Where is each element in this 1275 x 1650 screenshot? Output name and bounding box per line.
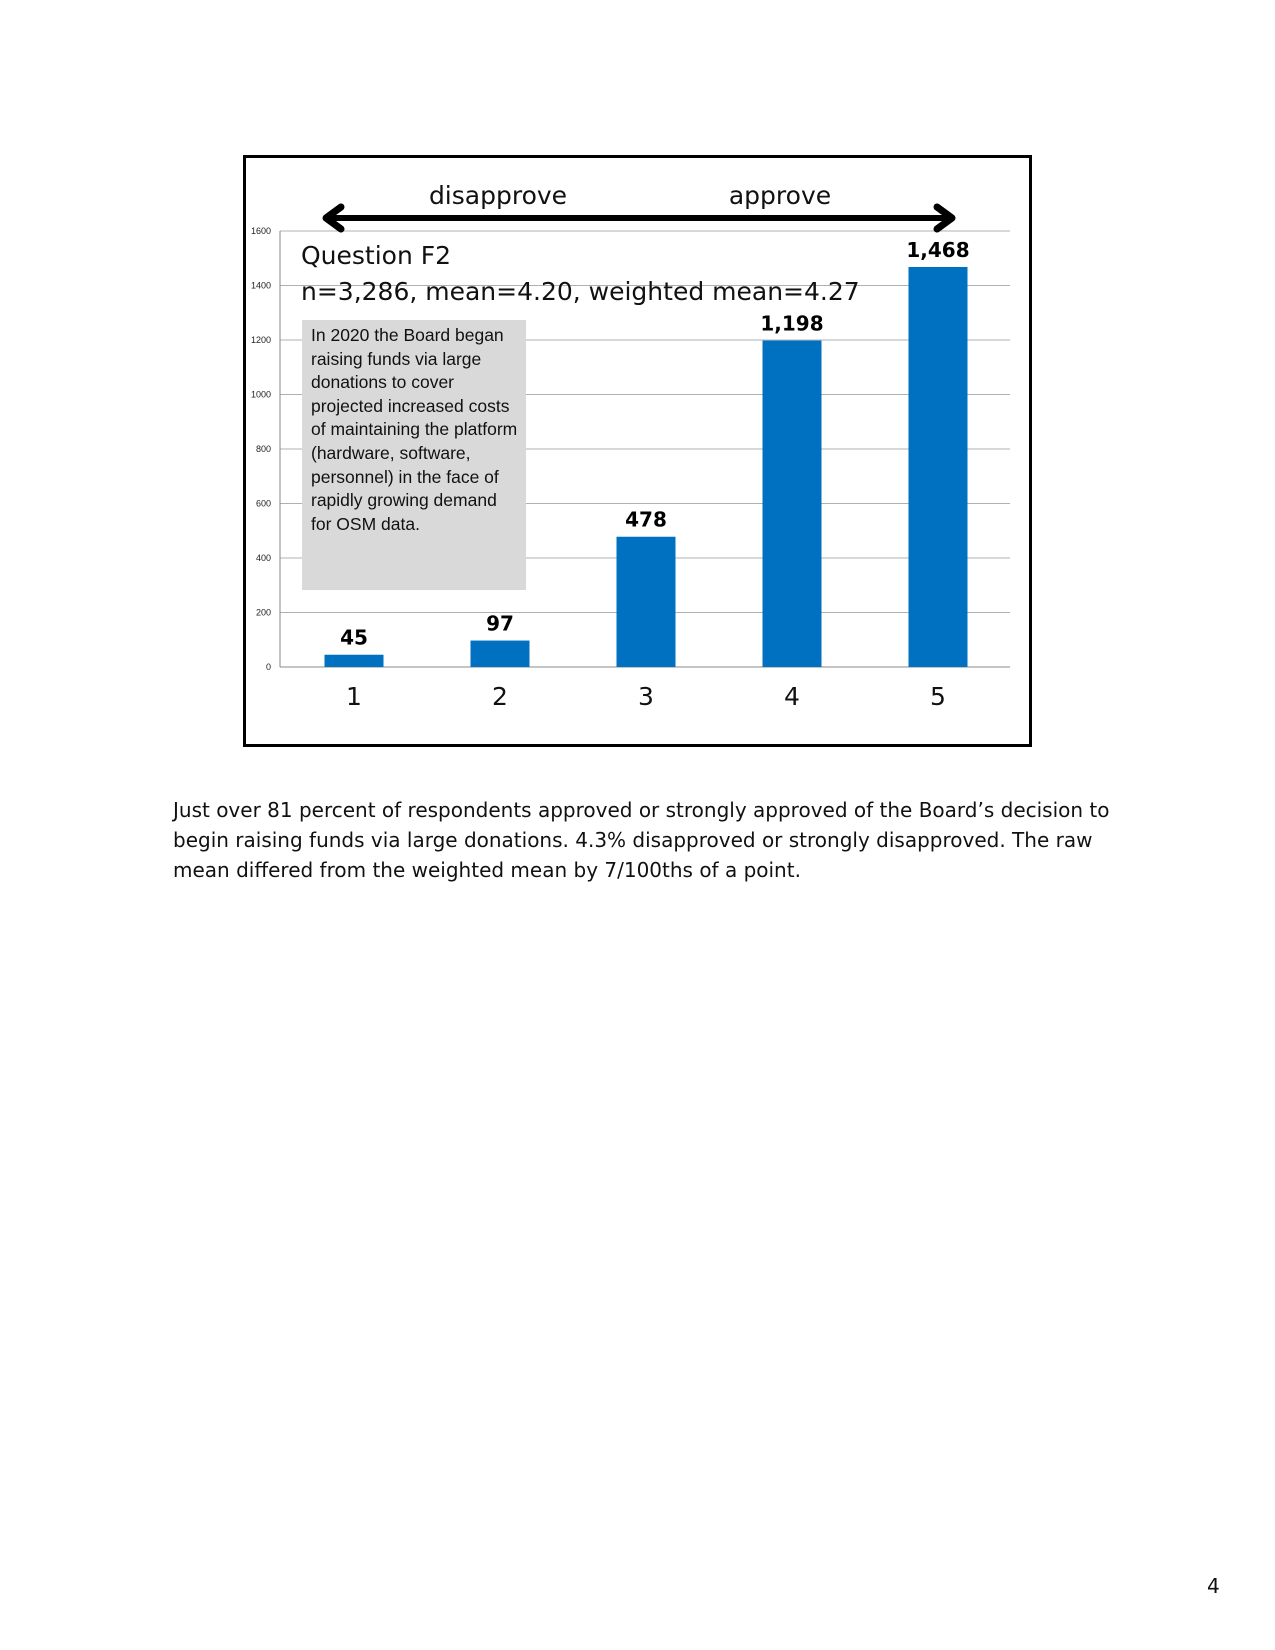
y-tick-label: 1200 <box>250 335 271 345</box>
body-paragraph <box>173 795 1113 885</box>
x-tick-label: 2 <box>492 682 508 711</box>
approve-label: approve <box>728 181 832 210</box>
page-number: 4 <box>1207 1574 1220 1598</box>
bar-value-label: 478 <box>625 507 667 532</box>
x-tick-label: 4 <box>784 682 800 711</box>
bar-1 <box>325 655 384 667</box>
bar-value-label: 97 <box>486 611 514 636</box>
y-tick-label: 1400 <box>250 280 271 291</box>
y-tick-label: 0 <box>265 662 271 672</box>
x-tick-label: 1 <box>346 682 362 711</box>
x-tick-label: 5 <box>930 682 946 711</box>
y-tick-label: 1000 <box>250 389 271 400</box>
bar-2 <box>471 641 530 667</box>
bar-value-label: 1,198 <box>760 311 824 336</box>
x-axis-ticks <box>346 682 946 711</box>
bar-value-label: 1,468 <box>906 237 970 262</box>
bar-5 <box>909 267 968 667</box>
y-tick-label: 800 <box>255 444 271 454</box>
bar-4 <box>763 341 822 667</box>
y-tick-label: 200 <box>255 607 271 618</box>
chart-subtitle: n=3,286, mean=4.20, weighted mean=4.27 <box>301 277 860 306</box>
y-tick-label: 600 <box>255 498 271 509</box>
bar-3 <box>617 537 676 667</box>
disapprove-label: disapprove <box>428 181 568 210</box>
y-tick-label: 400 <box>255 553 271 563</box>
body-paragraph-text: Just over 81 percent of respondents approved or strongly approved of the Board’s decision to begin raising funds via large donations. 4.3% disapproved or strongly disapproved. The raw mean differed from the weighted mean by 7/100ths of a point. <box>173 798 1110 882</box>
scale-arrow <box>326 181 952 229</box>
y-tick-label: 1600 <box>250 226 271 236</box>
bar-value-label: 45 <box>340 625 368 650</box>
y-axis-ticks <box>251 226 271 672</box>
annotation-box: In 2020 the Board began raising funds via large donations to cover projected increased costs of maintaining the platform (hardware, software, personnel) in the face of rapidly growing demand for OSM data. <box>302 320 526 590</box>
x-tick-label: 3 <box>638 682 654 711</box>
chart-title: Question F2 <box>301 241 452 270</box>
